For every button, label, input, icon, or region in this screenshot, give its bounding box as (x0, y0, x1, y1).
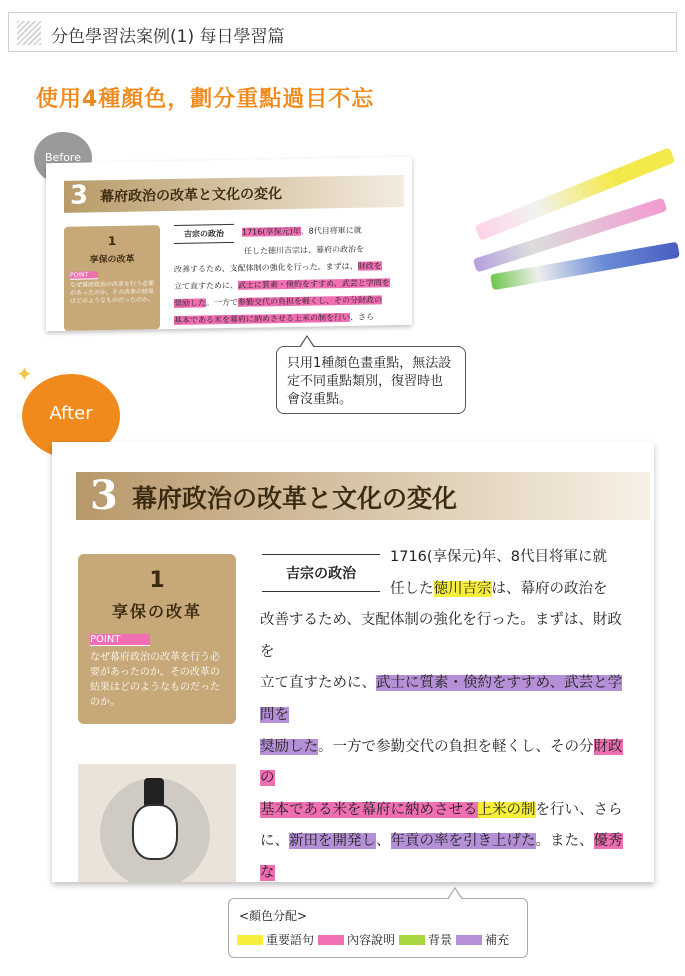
legend-label: 重要語句 (266, 933, 315, 947)
section-header (8, 12, 677, 52)
after-label: 吉宗の政治 (262, 554, 380, 592)
after-body-text: 1716(享保元)年、8代目将軍に就 任した徳川吉宗は、幕府の政治を 改善するため、支配体制の強化を行った。まずは、財政を 立て直すために、武士に質素・倹約をすすめ、武芸と学問を 奨励した。一方で参勤交代の負担を軽くし、その分財政の 基本である米を幕府に納めさせる上米の制を行い、さら に、新田を開発し、年貢の率を引き上げた。また、優秀な (260, 542, 628, 882)
portrait-image (78, 764, 236, 882)
chapter-bar (64, 175, 404, 213)
legend-items (237, 931, 509, 948)
side-number: 1 (149, 568, 165, 593)
after-page-image (52, 442, 654, 882)
before-body-text: 吉宗の政治 1716(享保元)年、8代目将軍に就 任した徳川吉宗は、幕府の政治を 改善するため、支配体制の強化を行った。まずは、財政を 立て直すために、武士に質素・倹約をすすめ、武芸と学問を 奨励した。一方で参勤交代の負担を軽くし、その分財政の 基本である米を幕府に納めさせる上米の制を行い、さら (174, 221, 404, 331)
headline: 使用4種顏色，劃分重點過目不忘 (36, 87, 375, 112)
legend-label: 內容說明 (347, 933, 396, 947)
legend-label: 背景 (428, 933, 453, 947)
side-title: 享保の改革 (89, 254, 135, 266)
legend-item-purple (456, 931, 509, 948)
side-desc: なぜ幕府政治の改革を行う必要があったのか。その改革の結果はどのようなものだったのか。 (70, 280, 155, 305)
legend-label: 補充 (485, 933, 510, 947)
legend-title: <顏色分配> (239, 909, 308, 923)
chapter-number: 3 (90, 472, 118, 519)
chapter-bar (76, 472, 650, 520)
color-legend (228, 898, 528, 958)
sparkle-icon: ✦ (16, 362, 33, 386)
header-title: 分色學習法案例(1) 每日學習篇 (51, 27, 285, 47)
before-speech-bubble: 只用1種顏色畫重點，無法設定不同重點類別，復習時也會沒重點。 (276, 346, 466, 414)
side-point: POINT (90, 634, 150, 646)
legend-item-green (399, 931, 452, 948)
chapter-number: 3 (70, 180, 89, 211)
before-label: 吉宗の政治 (174, 224, 234, 244)
chapter-title: 幕府政治の改革と文化の変化 (132, 484, 458, 513)
portrait-face (132, 804, 178, 860)
side-title: 享保の改革 (111, 602, 202, 621)
header-stripe-icon (17, 21, 41, 45)
legend-swatch (237, 935, 263, 945)
side-desc: なぜ幕府政治の改革を行う必要があったのか。その改革の結果はどのようなものだったのか。 (90, 652, 220, 708)
chapter-title: 幕府政治の改革と文化の変化 (100, 186, 282, 206)
side-box (64, 225, 160, 331)
legend-swatch (399, 935, 425, 945)
side-point: POINT (70, 271, 98, 279)
before-badge: Before (34, 132, 92, 184)
side-box (78, 554, 236, 724)
after-badge: After (22, 374, 120, 458)
legend-item-yellow (237, 931, 314, 948)
legend-swatch (318, 935, 344, 945)
side-number: 1 (107, 233, 117, 249)
legend-item-pink (318, 931, 395, 948)
before-page-image (46, 157, 412, 331)
legend-swatch (456, 935, 482, 945)
